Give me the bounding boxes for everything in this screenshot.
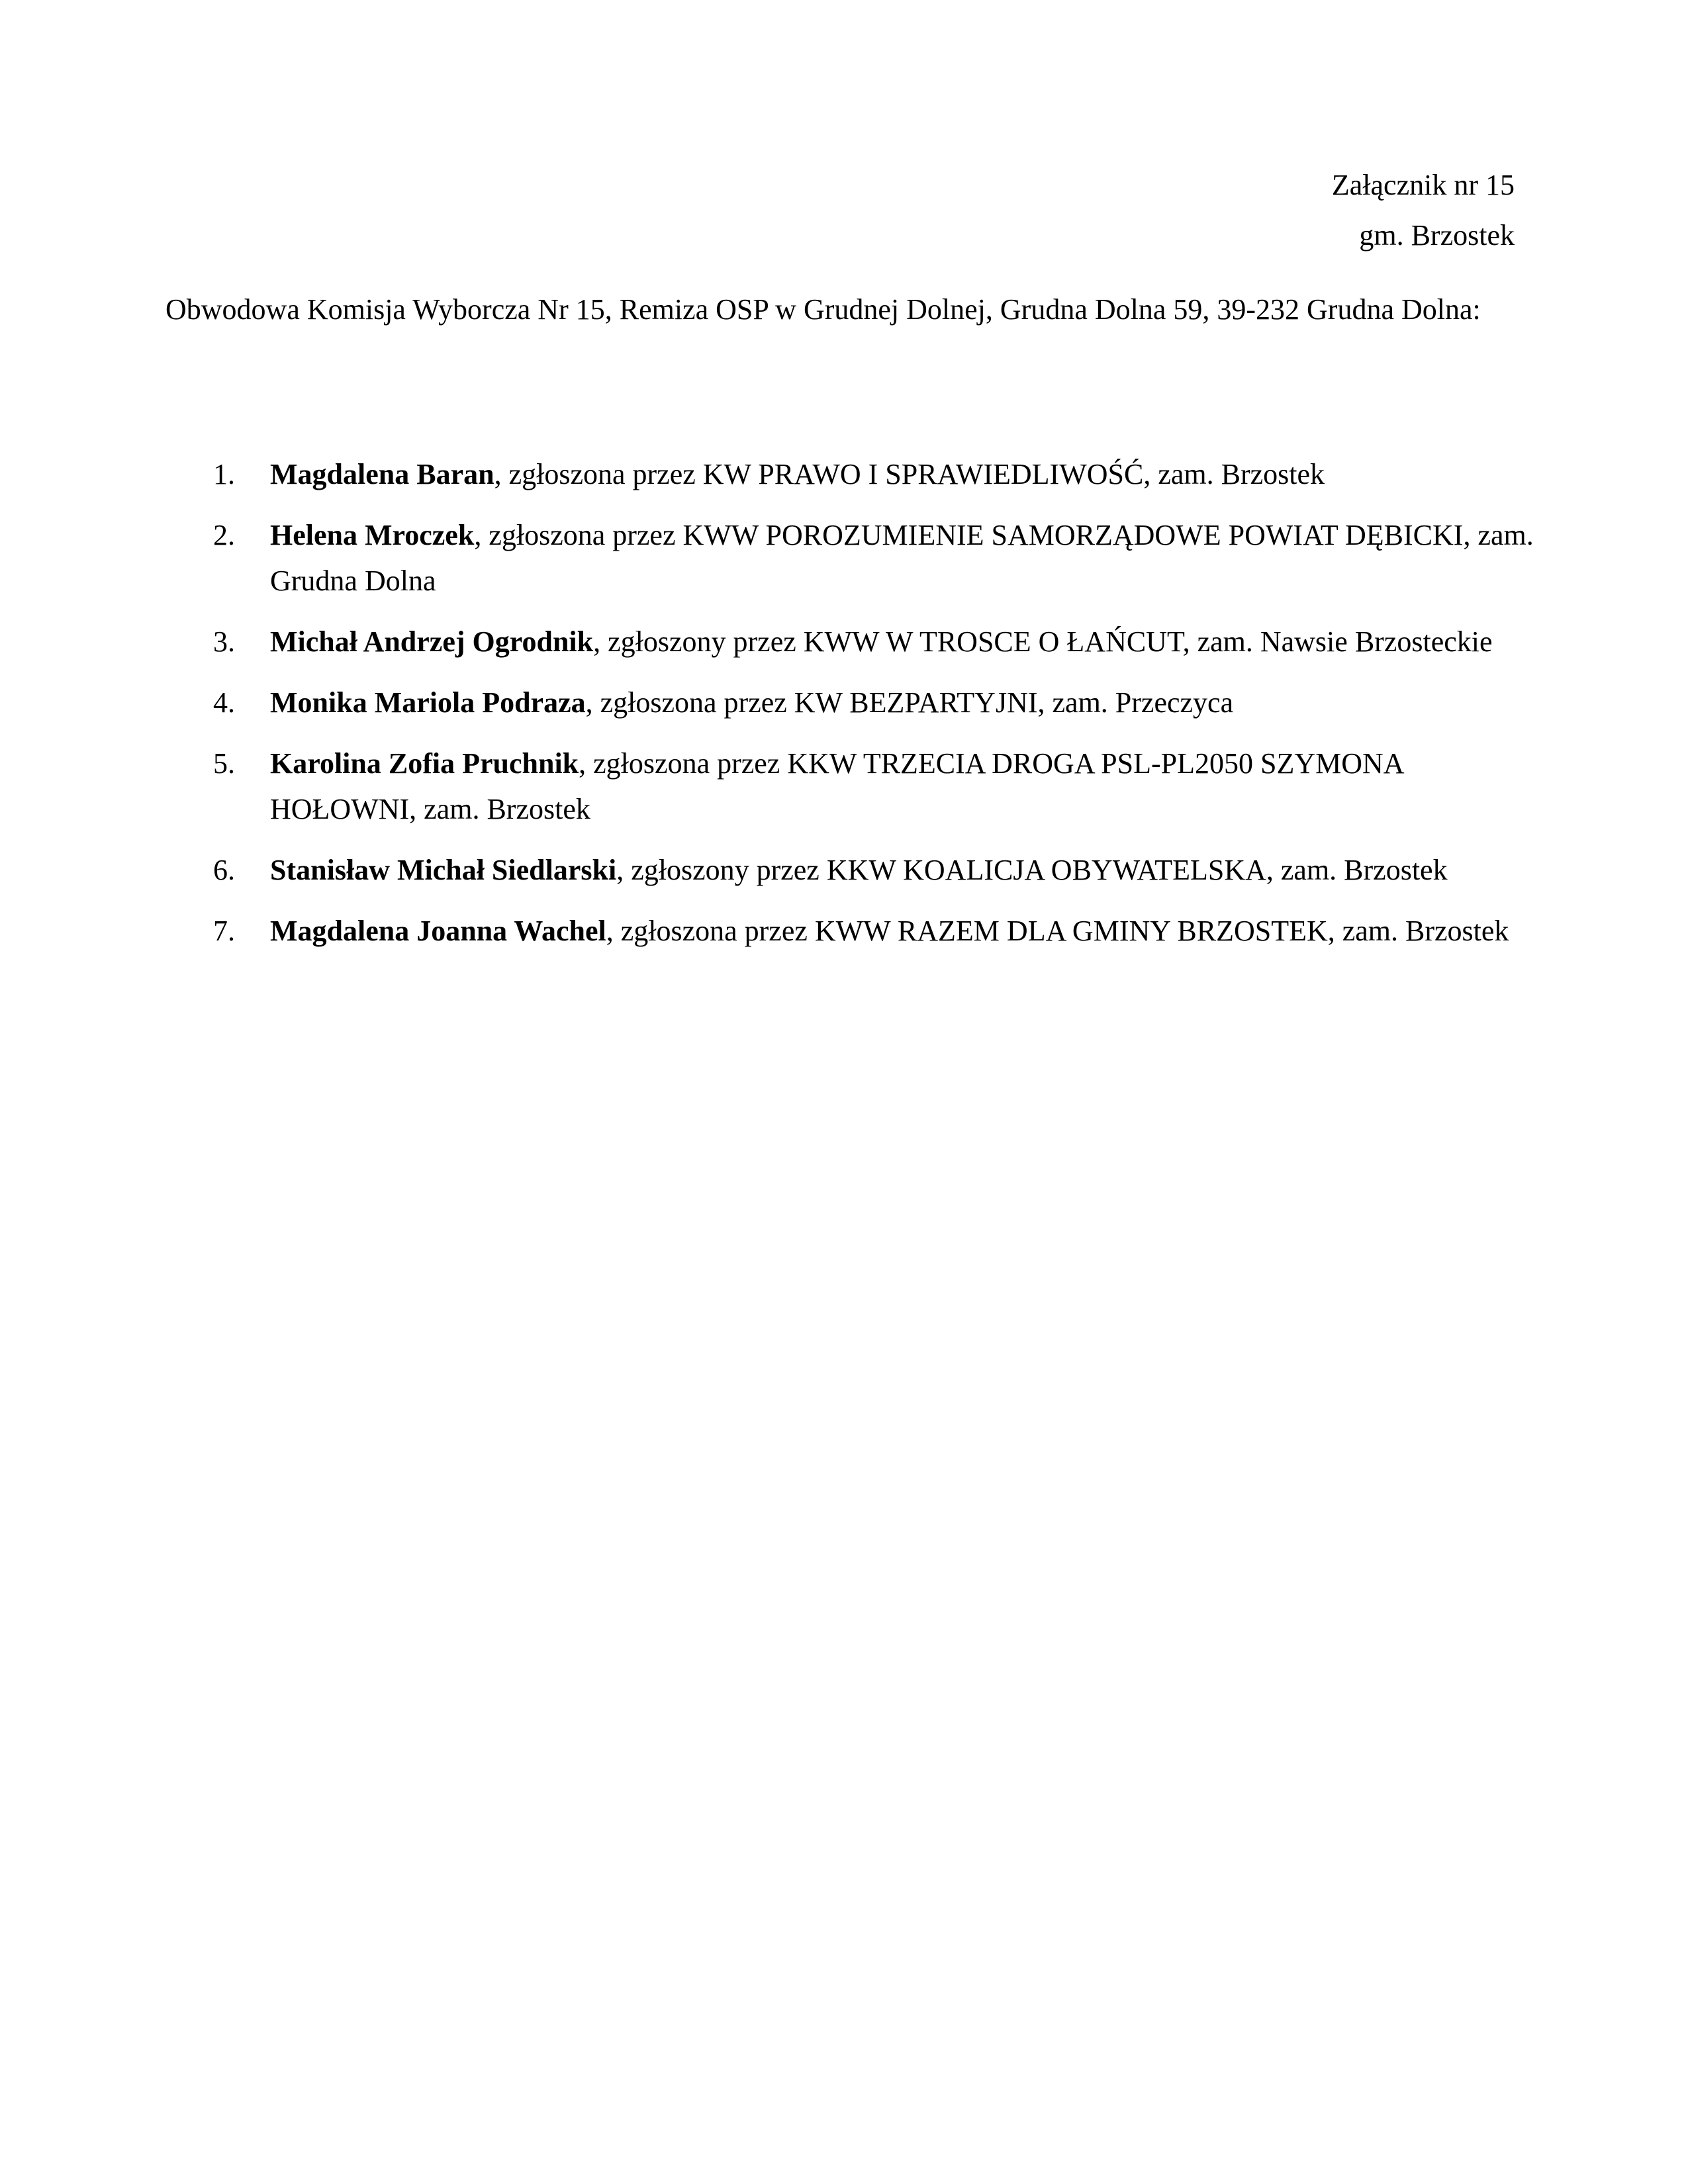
member-name: Stanisław Michał Siedlarski: [270, 854, 617, 886]
member-name: Karolina Zofia Pruchnik: [270, 747, 579, 780]
member-details: , zgłoszona przez KWW RAZEM DLA GMINY BRZOSTEK, zam. Brzostek: [606, 915, 1509, 947]
list-item-number: 6.: [213, 854, 235, 886]
commission-member-list: [165, 451, 1542, 969]
member-name: Monika Mariola Podraza: [270, 686, 586, 719]
list-item: [165, 908, 1542, 954]
member-details: , zgłoszona przez KW BEZPARTYJNI, zam. Przeczyca: [585, 686, 1234, 719]
member-details: , zgłoszony przez KWW W TROSCE O ŁAŃCUT, zam. Nawsie Brzosteckie: [593, 625, 1493, 658]
member-name: Michał Andrzej Ogrodnik: [270, 625, 594, 658]
list-item: [165, 619, 1542, 664]
list-item: [165, 847, 1542, 893]
member-details: , zgłoszona przez KW PRAWO I SPRAWIEDLIWOŚĆ, zam. Brzostek: [494, 458, 1325, 490]
member-details: , zgłoszony przez KKW KOALICJA OBYWATELSKA, zam. Brzostek: [616, 854, 1448, 886]
list-item: [165, 741, 1542, 832]
list-item: [165, 680, 1542, 725]
list-item-number: 1.: [213, 458, 235, 490]
list-item-number: 4.: [213, 686, 235, 719]
member-name: Helena Mroczek: [270, 519, 475, 551]
member-details: , zgłoszona przez KKW TRZECIA DROGA PSL-PL2050 SZYMONA HOŁOWNI, zam. Brzostek: [270, 747, 1403, 825]
list-item: [165, 451, 1542, 497]
list-item-number: 3.: [213, 625, 235, 658]
list-item: [165, 512, 1542, 604]
list-item-number: 5.: [213, 747, 235, 780]
attachment-number: Załącznik nr 15: [1331, 169, 1515, 201]
member-details: , zgłoszona przez KWW POROZUMIENIE SAMORZĄDOWE POWIAT DĘBICKI, zam. Grudna Dolna: [270, 519, 1534, 597]
municipality-name: gm. Brzostek: [1359, 219, 1515, 251]
list-item-number: 2.: [213, 519, 235, 551]
member-name: Magdalena Baran: [270, 458, 494, 490]
list-item-number: 7.: [213, 915, 235, 947]
member-name: Magdalena Joanna Wachel: [270, 915, 606, 947]
commission-description: Obwodowa Komisja Wyborcza Nr 15, Remiza OSP w Grudnej Dolnej, Grudna Dolna 59, 39-232 Grudna Dolna:: [165, 293, 1481, 326]
attachment-header: [1332, 160, 1515, 261]
